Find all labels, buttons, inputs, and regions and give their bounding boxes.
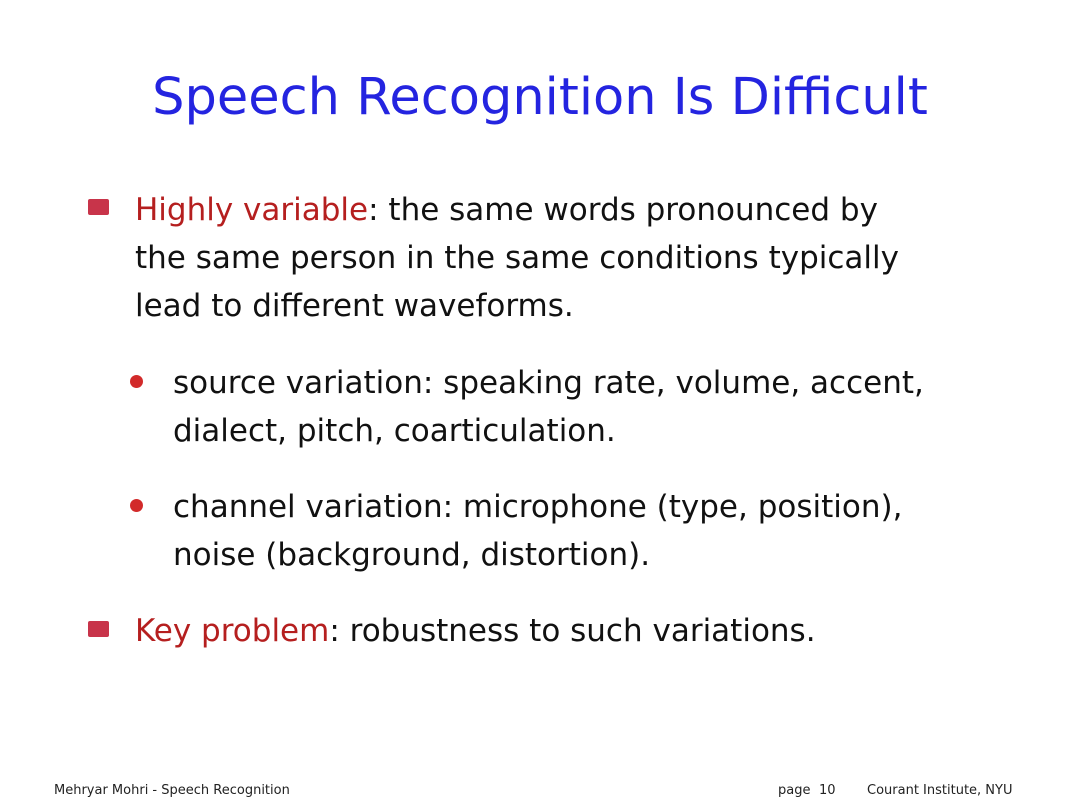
- subbullet-line: channel variation: microphone (type, position),: [173, 489, 903, 525]
- bullet-key-problem: [135, 607, 816, 655]
- key-term: Highly variable: [135, 192, 369, 228]
- subbullet-line: source variation: speaking rate, volume, accent,: [173, 365, 924, 401]
- subbullet-source-variation: [173, 359, 924, 455]
- bullet-line: [135, 607, 816, 655]
- square-bullet-icon: [88, 199, 109, 215]
- bullet-line: lead to different waveforms.: [135, 288, 574, 324]
- footer-page-label: page: [778, 783, 811, 798]
- subbullet-line: dialect, pitch, coarticulation.: [173, 413, 616, 449]
- bullet-text: : robustness to such variations.: [329, 613, 816, 649]
- key-term: Key problem: [135, 613, 330, 649]
- subbullet-channel-variation: [173, 483, 902, 579]
- footer-institution: Courant Institute, NYU: [867, 783, 1013, 798]
- dot-bullet-icon: [130, 375, 143, 388]
- bullet-highly-variable: [135, 186, 899, 330]
- bullet-text: : the same words pronounced by: [368, 192, 878, 228]
- subbullet-line: noise (background, distortion).: [173, 537, 651, 573]
- footer-page-number: 10: [819, 783, 836, 798]
- slide-title: Speech Recognition Is Difficult: [152, 68, 928, 127]
- bullet-line: [135, 186, 899, 234]
- square-bullet-icon: [88, 621, 109, 637]
- footer-author: Mehryar Mohri - Speech Recognition: [54, 783, 290, 798]
- dot-bullet-icon: [130, 499, 143, 512]
- bullet-line: the same person in the same conditions typically: [135, 240, 899, 276]
